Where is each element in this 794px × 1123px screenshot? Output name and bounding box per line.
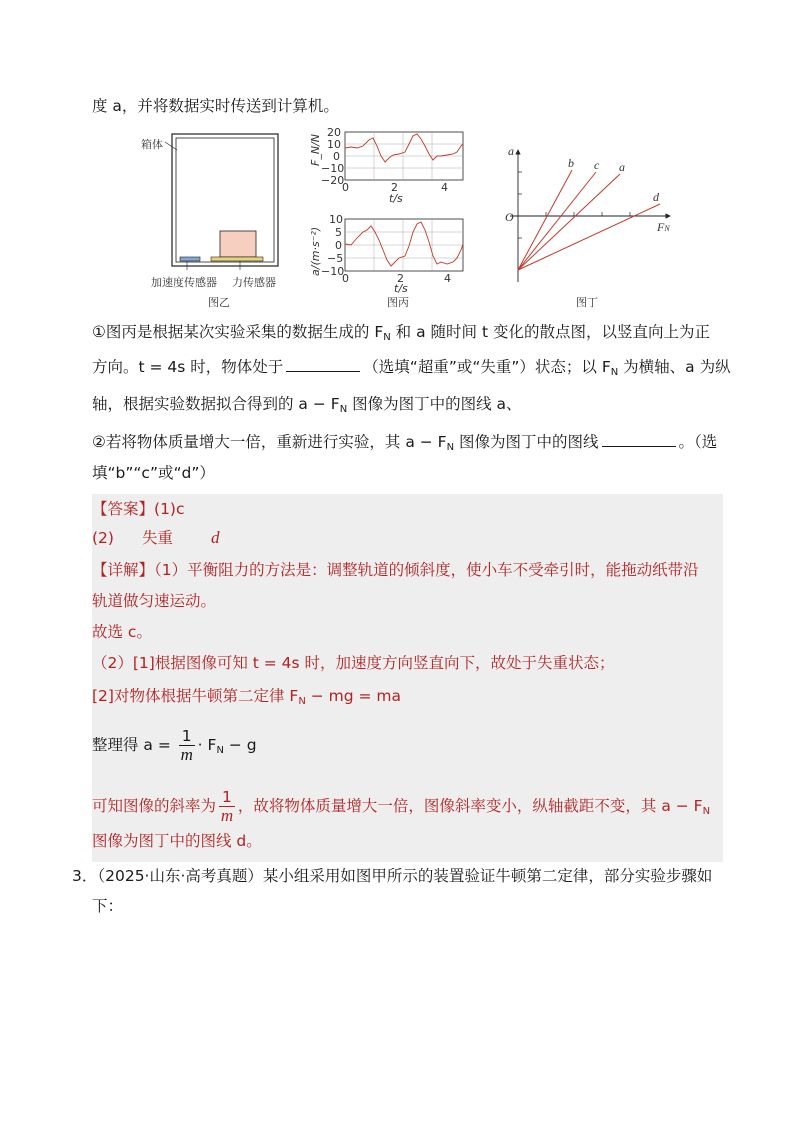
box-label: 箱体 — [141, 138, 163, 151]
detail-line8: 图像为图丁中的图线 d。 — [92, 832, 262, 850]
blank-1[interactable] — [286, 357, 360, 372]
top-ytick: 0 — [333, 150, 340, 163]
fraction: $\frac{1}{m}$ — [180, 727, 193, 764]
top-xlabel: t/s — [389, 192, 403, 205]
label-d: d — [653, 190, 659, 204]
detail-line2: 轨道做匀速运动。 — [92, 592, 217, 610]
bottom-ytick: 10 — [329, 213, 343, 226]
bottom-ylabel: a/(m·s⁻²) — [309, 226, 322, 276]
caption-yi: 图乙 — [208, 296, 230, 309]
label-c: c — [594, 158, 600, 172]
ding-origin: O — [505, 210, 514, 224]
line-d — [518, 204, 660, 270]
q3-line1: 3．（2025·山东·高考真题）某小组采用如图甲所示的装置验证牛顿第二定律，部分实验步骤如 — [72, 867, 713, 885]
label-b: b — [568, 156, 574, 170]
bottom-xtick: 2 — [397, 272, 404, 285]
top-xtick: 0 — [342, 181, 349, 194]
detail-line3: 故选 c。 — [92, 623, 152, 641]
detail-line7: 可知图像的斜率为 $\frac{1}{m}$ ，故将物体质量增大一倍，图像斜率变小，纵轴截距不变，其 $a - F_N$ — [92, 788, 711, 825]
ding-xaxis: FN — [657, 220, 670, 234]
bottom-xtick: 0 — [342, 272, 349, 285]
caption-bing: 图丙 — [387, 296, 409, 309]
bottom-ytick: 5 — [335, 226, 342, 239]
force-time-chart — [345, 132, 463, 180]
top-xtick: 4 — [441, 181, 448, 194]
q1-line3: 轴，根据实验数据拟合得到的 $a - F_N$ 图像为图丁中的图线 a、 — [92, 395, 522, 415]
q2-line1: ②若将物体质量增大一倍，重新进行实验，其 $a - F_N$ 图像为图丁中的图线 。（选 — [92, 433, 718, 453]
figure-yi — [141, 128, 285, 309]
bottom-xlabel: t/s — [394, 282, 408, 295]
answer-line1: 【答案】(1)c — [92, 500, 185, 518]
intro-line: 度 a，并将数据实时传送到计算机。 — [92, 97, 339, 115]
caption-ding: 图丁 — [576, 296, 598, 309]
label-a: a — [619, 160, 625, 174]
q3-line2: 下： — [92, 897, 124, 915]
q1-line1: ①图丙是根据某次实验采集的数据生成的 $F_N$ 和 a 随时间 t 变化的散点图，以竖直向上为正 — [92, 323, 710, 343]
acceleration-time-chart — [345, 219, 463, 271]
q2-line2: 填“b”“c”或“d”） — [92, 464, 215, 482]
bottom-xtick: 4 — [444, 272, 451, 285]
line-b — [518, 170, 572, 270]
top-ytick: −10 — [321, 162, 345, 175]
figure-ding — [500, 142, 680, 312]
detail-line5: [2]对物体根据牛顿第二定律 $F_N$ − mg = ma — [92, 687, 402, 707]
detail-line4: （2）[1]根据图像可知 t = 4s 时，加速度方向竖直向下，故处于失重状态； — [92, 654, 615, 672]
top-ylabel: F_N/N — [309, 134, 322, 166]
bottom-ytick: 0 — [335, 239, 342, 252]
figure-ding-drawing — [500, 142, 680, 312]
top-ytick: 20 — [327, 126, 341, 139]
line-a — [518, 174, 620, 270]
blank-2[interactable] — [602, 432, 676, 447]
bottom-ytick: −10 — [321, 265, 345, 278]
figure-bing — [305, 126, 470, 311]
detail-line6: 整理得 a = $\frac{1}{m}$ · $F_N - g$ — [92, 727, 257, 764]
force-sensor-label: 力传感器 — [232, 276, 276, 289]
q1-line2: 方向。t = 4s 时，物体处于 （选填“超重”或“失重”）状态；以 $F_N$ 为横轴、a 为纵 — [92, 358, 731, 378]
answer-line2: (2) 失重 d — [92, 528, 220, 547]
top-ytick: −20 — [321, 174, 345, 187]
ding-yaxis: a — [508, 144, 514, 158]
top-xtick: 2 — [391, 181, 398, 194]
accel-sensor-label: 加速度传感器 — [151, 276, 217, 289]
detail-line1: 【详解】（1）平衡阻力的方法是：调整轨道的倾斜度，使小车不受牵引时，能拖动纸带沿 — [92, 561, 699, 579]
fit-lines — [518, 170, 660, 270]
fraction-slope: $\frac{1}{m}$ — [220, 788, 234, 825]
line-c — [518, 172, 596, 270]
top-ytick: 10 — [327, 138, 341, 151]
bottom-ytick: −5 — [327, 252, 344, 265]
